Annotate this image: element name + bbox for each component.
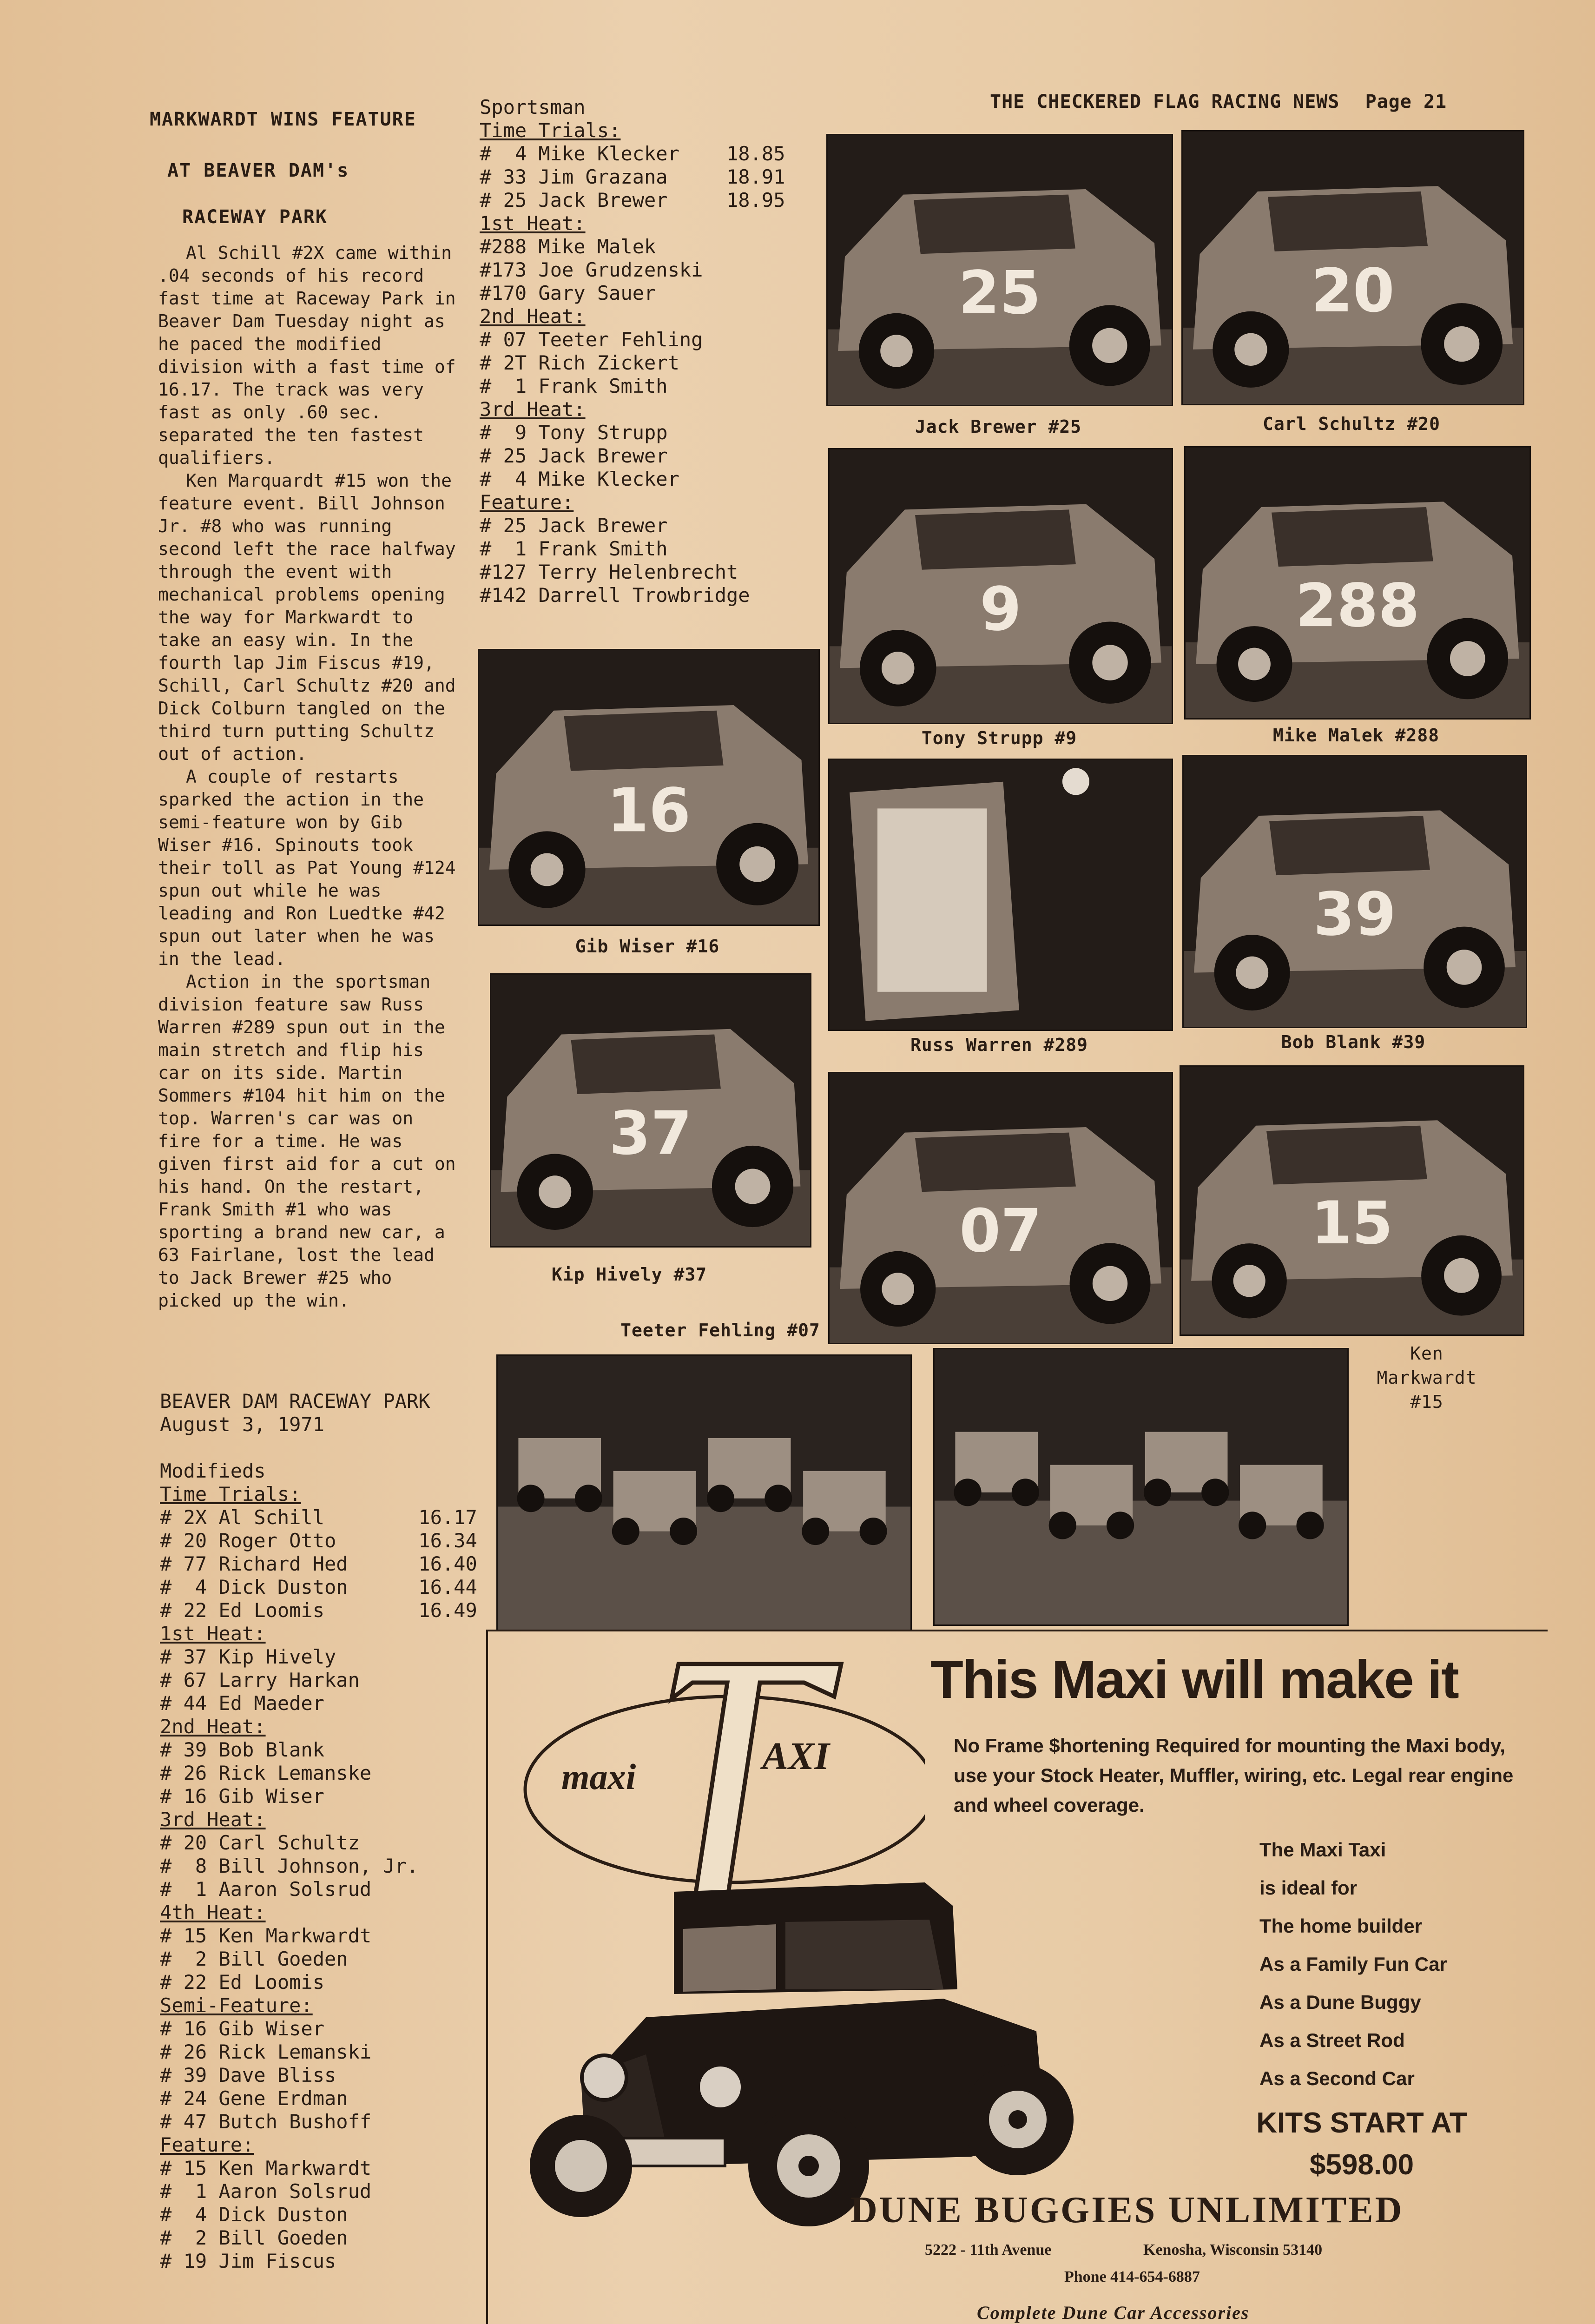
logo-axi-word: AXI (762, 1735, 830, 1778)
results-entry: # 1 Frank Smith (480, 375, 668, 397)
race-photo (828, 759, 1173, 1031)
story-paragraph: Ken Marquardt #15 won the feature event. Bill Johnson Jr. #8 who was running second left the race halfway through the event with mechanical problems opening the way for Markwardt to take an easy win. In the fourth lap Jim Fiscus #19, Schill, Carl Schultz #20 and Dick Colburn tangled on the third turn putting Schultz out of action. (158, 470, 456, 764)
results-entry: # 25 Jack Brewer (480, 514, 668, 537)
results-entry: # 4 Dick Duston (160, 2203, 348, 2226)
results-entry: # 2T Rich Zickert (480, 351, 679, 374)
photo-caption: Mike Malek #288 (1272, 725, 1440, 746)
results-entry: # 39 Bob Blank (160, 1738, 325, 1761)
results-date: August 3, 1971 (160, 1413, 325, 1436)
photo-caption: Ken Markwardt #15 (1377, 1343, 1477, 1412)
results-entry: # 77 Richard Hed 16.40 (160, 1552, 477, 1575)
photo-caption: Jack Brewer #25 (915, 416, 1082, 437)
ad-headline: This Maxi will make it (930, 1649, 1458, 1710)
kit-price: $598.00 (1309, 2149, 1414, 2181)
race-photo (1184, 446, 1531, 720)
results-entry: # 2 Bill Goeden (160, 1948, 348, 1970)
results-entry: # 44 Ed Maeder (160, 1692, 325, 1715)
ad-tagline: Complete Dune Car Accessories (977, 2302, 1250, 2323)
division-title: Modifieds (160, 1459, 266, 1482)
photo-caption: Russ Warren #289 (910, 1035, 1088, 1055)
photo-caption: Kip Hively #37 (551, 1264, 707, 1285)
results-entry: # 67 Larry Harkan (160, 1669, 360, 1691)
results-entry: # 4 Dick Duston 16.44 (160, 1576, 477, 1598)
headline-line-2: AT BEAVER DAM's (167, 160, 349, 181)
ad-list-item: As a Family Fun Car (1259, 1953, 1447, 1975)
race-photo (490, 973, 811, 1248)
story-paragraph: A couple of restarts sparked the action in the semi-feature won by Gib Wiser #16. Spinouts took their toll as Pat Young #124 spun out while he was leading and Ron Luedtke #42 spun out later when he was in the lead. (158, 766, 456, 969)
modified-sections (160, 1483, 477, 2273)
results-entry: # 1 Frank Smith (480, 537, 668, 560)
car-number: 39 (1313, 880, 1397, 950)
results-entry: # 4 Mike Klecker 18.85 (480, 142, 785, 165)
results-entry: # 8 Bill Johnson, Jr. (160, 1855, 419, 1877)
results-section-title: 3rd Heat: (480, 398, 586, 421)
race-photo (478, 649, 820, 926)
results-entry: # 4 Mike Klecker (480, 468, 679, 490)
results-entry: # 19 Jim Fiscus (160, 2250, 336, 2272)
results-entry: # 26 Rick Lemanski (160, 2040, 372, 2063)
kits-label: KITS START AT (1256, 2107, 1467, 2139)
car-number: 288 (1295, 571, 1420, 641)
results-entry: #127 Terry Helenbrecht (480, 561, 738, 583)
results-entry: # 39 Dave Bliss (160, 2064, 336, 2086)
results-section-title: 1st Heat: (480, 212, 586, 235)
ad-list-item: The Maxi Taxi (1259, 1839, 1386, 1861)
ad-list-item: The home builder (1259, 1915, 1423, 1937)
results-entry: #173 Joe Grudzenski (480, 258, 703, 281)
results-entry: # 9 Tony Strupp (480, 421, 668, 444)
car-number: 25 (958, 258, 1041, 328)
results-section-title: 2nd Heat: (160, 1715, 266, 1738)
ad-list-item: As a Street Rod (1259, 2029, 1405, 2051)
logo-maxi-word: maxi (561, 1756, 636, 1797)
maxi-taxi-logo (507, 1655, 925, 1915)
page-number: Page 21 (1365, 91, 1447, 112)
story-paragraph: Action in the sportsman division feature saw Russ Warren #289 spun out in the main stretch and flip his car on its side. Martin Sommers #104 hit him on the top. Warren's car was on fire for a time. He was given first aid for a cut on his hand. On the restart, Frank Smith #1 who was sporting a brand new car, a 63 Fairlane, lost the lead to Jack Brewer #25 who picked up the win. (158, 971, 456, 1311)
results-entry: # 22 Ed Loomis 16.49 (160, 1599, 477, 1622)
ad-intro: No Frame $hortening Required for mounting the Maxi body, use your Stock Heater, Muffler, wiring, etc. Legal rear engine and wheel coverage. (954, 1735, 1514, 1816)
ad-feature-list (1259, 1839, 1447, 2106)
car-number: 15 (1311, 1188, 1393, 1258)
sportsman-sections (480, 119, 785, 607)
results-entry: # 07 Teeter Fehling (480, 328, 703, 351)
race-photo (1180, 1065, 1524, 1336)
car-number: 9 (979, 574, 1022, 645)
photo-caption: Tony Strupp #9 (921, 728, 1077, 748)
results-entry: # 16 Gib Wiser (160, 1785, 325, 1808)
headline-line-3: RACEWAY PARK (182, 206, 328, 228)
results-entry: #170 Gary Sauer (480, 282, 656, 304)
results-entry: # 33 Jim Grazana 18.91 (480, 165, 785, 188)
results-section-title: Feature: (160, 2133, 254, 2156)
results-entry: # 25 Jack Brewer (480, 444, 668, 467)
results-entry: # 15 Ken Markwardt (160, 1924, 372, 1947)
story-paragraph: Al Schill #2X came within .04 seconds of his record fast time at Raceway Park in Beaver Dam Tuesday night as he paced the modified division with a fast time of 16.17. The track was very fast as only .60 sec. separated the ten fastest qualifiers. (158, 243, 456, 468)
car-number: 07 (959, 1196, 1042, 1266)
results-entry: # 20 Carl Schultz (160, 1831, 360, 1854)
race-group-photo (496, 1354, 912, 1631)
results-section-title: Semi-Feature: (160, 1994, 313, 2017)
ad-list-item: As a Dune Buggy (1259, 1991, 1421, 2013)
results-entry: # 25 Jack Brewer 18.95 (480, 189, 785, 211)
results-section-title: Time Trials: (480, 119, 621, 142)
results-entry: # 1 Aaron Solsrud (160, 2180, 372, 2203)
results-section-title: 4th Heat: (160, 1901, 266, 1924)
results-entry: # 2 Bill Goeden (160, 2226, 348, 2249)
car-number: 37 (609, 1099, 692, 1169)
race-photo (828, 448, 1173, 724)
results-entry: # 16 Gib Wiser (160, 2017, 325, 2040)
photo-caption: Gib Wiser #16 (575, 936, 720, 957)
race-group-photo (933, 1348, 1349, 1626)
results-entry: #288 Mike Malek (480, 235, 656, 258)
photo-caption: Bob Blank #39 (1281, 1032, 1426, 1052)
car-number: 20 (1311, 256, 1395, 326)
results-entry: # 26 Rick Lemanske (160, 1762, 372, 1784)
ad-street: 5222 - 11th Avenue (925, 2241, 1052, 2258)
results-entry: #142 Darrell Trowbridge (480, 584, 750, 607)
results-section-title: 1st Heat: (160, 1622, 266, 1645)
photo-caption: Teeter Fehling #07 (620, 1320, 820, 1340)
race-photo (1182, 755, 1527, 1028)
results-entry: # 20 Roger Otto 16.34 (160, 1529, 477, 1552)
division-title: Sportsman (480, 96, 586, 119)
story-body (158, 242, 465, 1312)
race-photo (828, 1072, 1173, 1344)
race-photo (1181, 130, 1524, 405)
photo-caption: Carl Schultz #20 (1262, 414, 1441, 434)
results-entry: # 1 Aaron Solsrud (160, 1878, 372, 1901)
results-section-title: 3rd Heat: (160, 1808, 266, 1831)
ad-company-name: DUNE BUGGIES UNLIMITED (850, 2190, 1404, 2231)
maxi-taxi-car-illustration (525, 1878, 1120, 2240)
sportsman-results (480, 96, 785, 607)
headline-line-1: MARKWARDT WINS FEATURE (150, 109, 416, 130)
results-entry: # 37 Kip Hively (160, 1645, 336, 1668)
results-entry: # 22 Ed Loomis (160, 1971, 325, 1994)
ad-list-item: is ideal for (1259, 1877, 1358, 1899)
results-entry: # 2X Al Schill 16.17 (160, 1506, 477, 1529)
results-section-title: Time Trials: (160, 1483, 301, 1505)
results-entry: # 47 Butch Bushoff (160, 2110, 372, 2133)
race-photo (826, 134, 1173, 406)
modified-results (160, 1390, 477, 2273)
ad-city: Kenosha, Wisconsin 53140 (1143, 2241, 1323, 2258)
ad-list-item: As a Second Car (1259, 2067, 1415, 2089)
results-section-title: 2nd Heat: (480, 305, 586, 328)
results-entry: # 24 Gene Erdman (160, 2087, 348, 2110)
results-entry: # 15 Ken Markwardt (160, 2157, 372, 2179)
results-section-title: Feature: (480, 491, 574, 514)
car-number: 16 (606, 775, 691, 846)
publication-name: THE CHECKERED FLAG RACING NEWS (990, 91, 1340, 112)
page-header (990, 91, 1447, 112)
ad-phone: Phone 414-654-6887 (1064, 2268, 1200, 2285)
results-venue: BEAVER DAM RACEWAY PARK (160, 1390, 430, 1413)
